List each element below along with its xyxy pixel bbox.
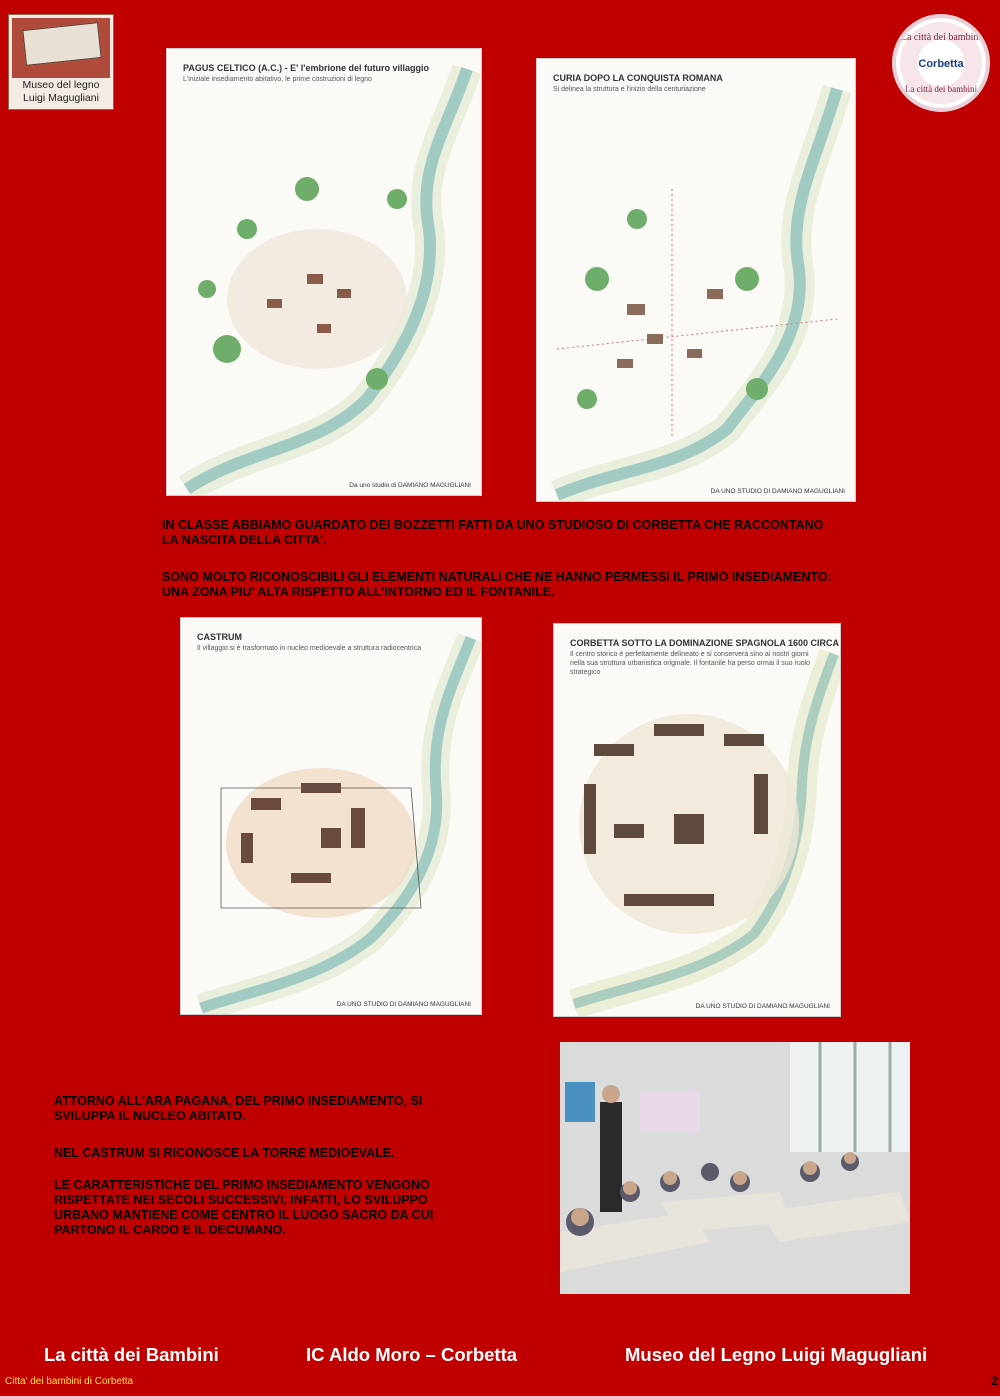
map-curia-romana bbox=[536, 58, 856, 502]
museum-logo-line1: Museo del legno bbox=[22, 79, 100, 91]
paragraph-castrum: NEL CASTRUM SI RICONOSCE LA TORRE MEDIOEVALE. bbox=[54, 1146, 395, 1160]
city-logo-bottom-text: La città dei bambini bbox=[904, 84, 978, 94]
map-credit: DA UNO STUDIO DI DAMIANO MAGUGLIANI bbox=[710, 488, 845, 495]
map-title: PAGUS CELTICO (A.C.) - E' l'embrione del futuro villaggio bbox=[183, 63, 429, 73]
map-title: CORBETTA SOTTO LA DOMINAZIONE SPAGNOLA 1600 CIRCA bbox=[570, 638, 840, 648]
paragraph-natural-elements: SONO MOLTO RICONOSCIBILI GLI ELEMENTI NATURALI CHE NE HANNO PERMESSI IL PRIMO INSEDIAMENTO: UNA ZONA PIU' ALTA RISPETTO ALL'INTORNO ED IL FONTANILE. bbox=[162, 570, 832, 599]
map-drawing bbox=[167, 49, 481, 495]
map-credit: Da uno studio di DAMIANO MAGUGLIANI bbox=[349, 482, 471, 489]
map-castrum bbox=[180, 617, 482, 1015]
map-pagus-celtico bbox=[166, 48, 482, 496]
footer-museum: Museo del Legno Luigi Magugliani bbox=[625, 1344, 928, 1365]
map-credit: DA UNO STUDIO DI DAMIANO MAGUGLIANI bbox=[336, 1001, 471, 1008]
map-dominazione-spagnola bbox=[553, 623, 841, 1017]
map-drawing bbox=[181, 618, 481, 1014]
map-subtitle: L'iniziale insediamento abitativo, le prime costruzioni di legno bbox=[183, 76, 372, 83]
map-subtitle: Si delinea la struttura e l'inizio della centuriazione bbox=[553, 86, 706, 93]
museum-logo-image bbox=[12, 18, 110, 78]
paragraph-intro: IN CLASSE ABBIAMO GUARDATO DEI BOZZETTI FATTI DA UNO STUDIOSO DI CORBETTA CHE RACCONTANO LA NASCITA DELLA CITTA'. bbox=[162, 518, 824, 547]
classroom-photo-drawing bbox=[560, 1042, 910, 1294]
city-logo-top-text: La città dei bambini bbox=[900, 32, 982, 43]
city-logo bbox=[892, 14, 990, 112]
classroom-photo bbox=[560, 1042, 910, 1294]
footer-school: IC Aldo Moro – Corbetta bbox=[306, 1344, 518, 1365]
map-title: CASTRUM bbox=[197, 632, 242, 642]
map-drawing bbox=[537, 59, 855, 501]
map-subtitle: Il centro storico è perfettamente delineato e si conserverà sino ai nostri giorni nella sua struttura urbanistica originale. Il fontanile ha perso ormai il suo ruolo strategico bbox=[570, 651, 811, 676]
map-credit: DA UNO STUDIO DI DAMIANO MAGUGLIANI bbox=[695, 1003, 830, 1010]
bottom-caption: Citta' dei bambini di Corbetta bbox=[5, 1376, 134, 1387]
city-logo-center-text: Corbetta bbox=[918, 58, 964, 70]
museum-logo bbox=[8, 14, 114, 110]
map-title: CURIA DOPO LA CONQUISTA ROMANA bbox=[553, 73, 723, 83]
page-number: 2 bbox=[991, 1374, 998, 1388]
museum-logo-line2: Luigi Magugliani bbox=[23, 92, 99, 104]
paragraph-ara-pagana: ATTORNO ALL'ARA PAGANA, DEL PRIMO INSEDIAMENTO, SI SVILUPPA IL NUCLEO ABITATO. bbox=[54, 1094, 423, 1123]
footer-citta-bambini: La città dei Bambini bbox=[44, 1344, 219, 1365]
paragraph-sviluppo: LE CARATTERISTICHE DEL PRIMO INSEDIAMENTO VENGONO RISPETTATE NEI SECOLI SUCCESSIVI, INFATTI, LO SVILUPPO URBANO MANTIENE COME CENTRO IL LUOGO SACRO DA CUI PARTONO IL CARDO E IL DECUMANO. bbox=[54, 1178, 434, 1237]
map-subtitle: Il villaggio si è trasformato in nucleo medioevale a struttura radiocentrica bbox=[197, 645, 422, 652]
map-drawing bbox=[554, 624, 840, 1016]
